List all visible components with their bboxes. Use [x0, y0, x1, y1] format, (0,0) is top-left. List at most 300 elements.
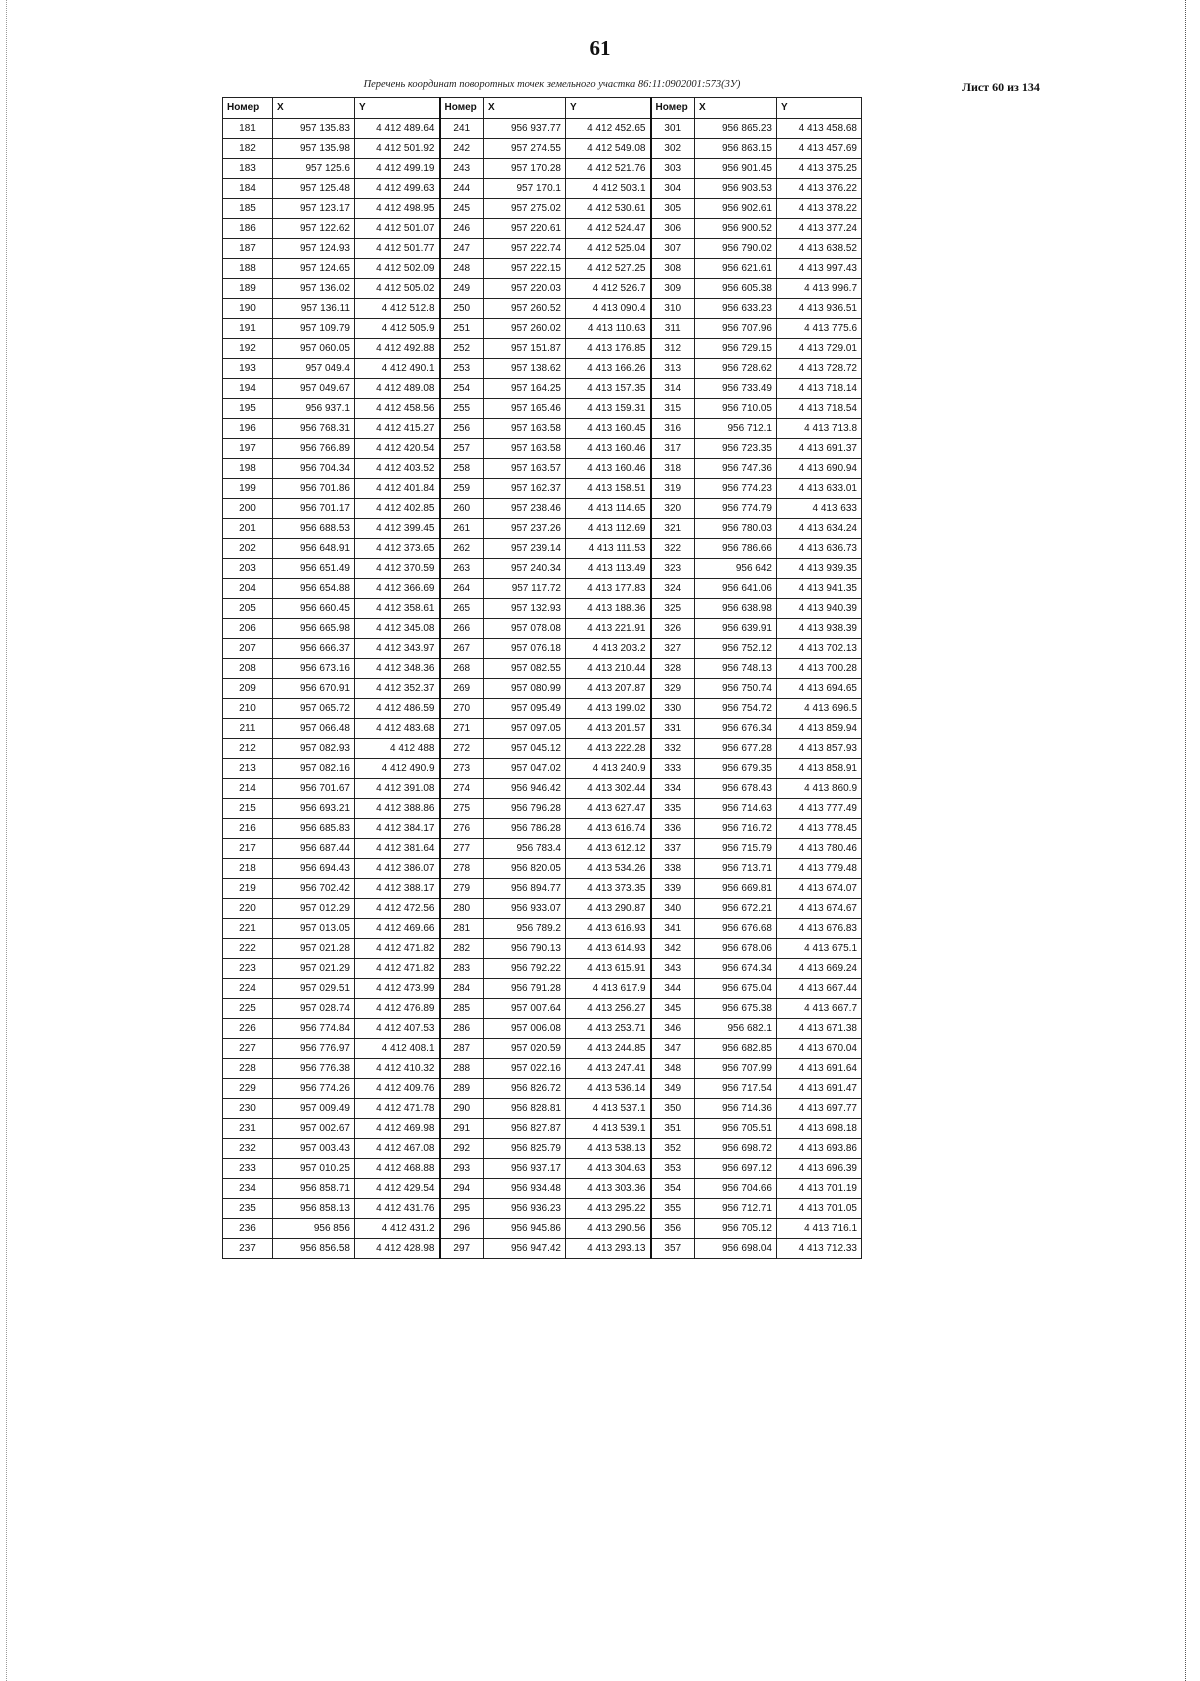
- y-coordinate: 4 413 203.2: [566, 639, 651, 659]
- y-coordinate: 4 412 370.59: [355, 559, 440, 579]
- table-row: [223, 539, 862, 559]
- x-coordinate: 956 826.72: [484, 1079, 566, 1099]
- table-body: [223, 119, 862, 1259]
- y-coordinate: 4 413 701.19: [777, 1179, 862, 1199]
- point-number: 260: [440, 499, 484, 519]
- point-number: 334: [651, 779, 695, 799]
- x-coordinate: 956 856.58: [273, 1239, 355, 1259]
- y-coordinate: 4 413 716.1: [777, 1219, 862, 1239]
- x-coordinate: 957 163.57: [484, 459, 566, 479]
- point-number: 305: [651, 199, 695, 219]
- y-coordinate: 4 413 378.22: [777, 199, 862, 219]
- point-number: 262: [440, 539, 484, 559]
- y-coordinate: 4 413 940.39: [777, 599, 862, 619]
- x-coordinate: 956 714.63: [695, 799, 777, 819]
- x-coordinate: 956 937.1: [273, 399, 355, 419]
- y-coordinate: 4 413 114.65: [566, 499, 651, 519]
- y-coordinate: 4 413 941.35: [777, 579, 862, 599]
- x-coordinate: 956 728.62: [695, 359, 777, 379]
- x-coordinate: 956 766.89: [273, 439, 355, 459]
- x-coordinate: 956 682.85: [695, 1039, 777, 1059]
- x-coordinate: 956 693.21: [273, 799, 355, 819]
- x-coordinate: 957 132.93: [484, 599, 566, 619]
- x-coordinate: 956 828.81: [484, 1099, 566, 1119]
- point-number: 274: [440, 779, 484, 799]
- y-coordinate: 4 412 384.17: [355, 819, 440, 839]
- x-coordinate: 956 768.31: [273, 419, 355, 439]
- x-coordinate: 956 705.12: [695, 1219, 777, 1239]
- table-row: [223, 779, 862, 799]
- y-coordinate: 4 412 401.84: [355, 479, 440, 499]
- y-coordinate: 4 413 674.07: [777, 879, 862, 899]
- point-number: 355: [651, 1199, 695, 1219]
- x-coordinate: 956 665.98: [273, 619, 355, 639]
- point-number: 277: [440, 839, 484, 859]
- x-coordinate: 957 007.64: [484, 999, 566, 1019]
- table-row: [223, 1199, 862, 1219]
- x-coordinate: 956 675.04: [695, 979, 777, 999]
- document-caption: Перечень координат поворотных точек земельного участка 86:11:0902001:573(3У): [363, 79, 741, 90]
- point-number: 309: [651, 279, 695, 299]
- y-coordinate: 4 412 468.88: [355, 1159, 440, 1179]
- point-number: 229: [223, 1079, 273, 1099]
- x-coordinate: 957 163.58: [484, 439, 566, 459]
- x-coordinate: 957 122.62: [273, 219, 355, 239]
- point-number: 314: [651, 379, 695, 399]
- y-coordinate: 4 413 627.47: [566, 799, 651, 819]
- table-row: [223, 139, 862, 159]
- x-coordinate: 957 080.99: [484, 679, 566, 699]
- point-number: 233: [223, 1159, 273, 1179]
- x-coordinate: 956 676.34: [695, 719, 777, 739]
- y-coordinate: 4 412 526.7: [566, 279, 651, 299]
- x-coordinate: 956 633.23: [695, 299, 777, 319]
- y-coordinate: 4 412 358.61: [355, 599, 440, 619]
- x-coordinate: 957 009.49: [273, 1099, 355, 1119]
- x-coordinate: 956 936.23: [484, 1199, 566, 1219]
- x-coordinate: 956 774.26: [273, 1079, 355, 1099]
- y-coordinate: 4 412 352.37: [355, 679, 440, 699]
- sheet-label: Лист 60 из 134: [962, 80, 1040, 94]
- y-coordinate: 4 413 376.22: [777, 179, 862, 199]
- point-number: 186: [223, 219, 273, 239]
- x-coordinate: 956 723.35: [695, 439, 777, 459]
- y-coordinate: 4 412 502.09: [355, 259, 440, 279]
- point-number: 310: [651, 299, 695, 319]
- y-coordinate: 4 412 345.08: [355, 619, 440, 639]
- column-header: Y: [355, 98, 440, 119]
- point-number: 297: [440, 1239, 484, 1259]
- x-coordinate: 957 060.05: [273, 339, 355, 359]
- y-coordinate: 4 413 377.24: [777, 219, 862, 239]
- y-coordinate: 4 412 366.69: [355, 579, 440, 599]
- y-coordinate: 4 412 467.08: [355, 1139, 440, 1159]
- x-coordinate: 956 894.77: [484, 879, 566, 899]
- y-coordinate: 4 413 779.48: [777, 859, 862, 879]
- x-coordinate: 956 702.42: [273, 879, 355, 899]
- x-coordinate: 957 237.26: [484, 519, 566, 539]
- x-coordinate: 956 774.23: [695, 479, 777, 499]
- y-coordinate: 4 412 498.95: [355, 199, 440, 219]
- y-coordinate: 4 413 697.77: [777, 1099, 862, 1119]
- y-coordinate: 4 413 700.28: [777, 659, 862, 679]
- y-coordinate: 4 413 667.7: [777, 999, 862, 1019]
- point-number: 346: [651, 1019, 695, 1039]
- y-coordinate: 4 413 157.35: [566, 379, 651, 399]
- y-coordinate: 4 413 633.01: [777, 479, 862, 499]
- x-coordinate: 957 165.46: [484, 399, 566, 419]
- point-number: 344: [651, 979, 695, 999]
- y-coordinate: 4 413 160.45: [566, 419, 651, 439]
- point-number: 237: [223, 1239, 273, 1259]
- point-number: 289: [440, 1079, 484, 1099]
- point-number: 251: [440, 319, 484, 339]
- point-number: 313: [651, 359, 695, 379]
- y-coordinate: 4 413 718.54: [777, 399, 862, 419]
- x-coordinate: 956 750.74: [695, 679, 777, 699]
- column-header: Y: [777, 98, 862, 119]
- y-coordinate: 4 413 675.1: [777, 939, 862, 959]
- x-coordinate: 956 685.83: [273, 819, 355, 839]
- x-coordinate: 956 774.84: [273, 1019, 355, 1039]
- x-coordinate: 956 660.45: [273, 599, 355, 619]
- table-row: [223, 559, 862, 579]
- y-coordinate: 4 412 469.66: [355, 919, 440, 939]
- x-coordinate: 956 901.45: [695, 159, 777, 179]
- y-coordinate: 4 413 859.94: [777, 719, 862, 739]
- x-coordinate: 956 947.42: [484, 1239, 566, 1259]
- point-number: 205: [223, 599, 273, 619]
- x-coordinate: 957 163.58: [484, 419, 566, 439]
- y-coordinate: 4 413 670.04: [777, 1039, 862, 1059]
- point-number: 250: [440, 299, 484, 319]
- point-number: 253: [440, 359, 484, 379]
- point-number: 307: [651, 239, 695, 259]
- y-coordinate: 4 413 694.65: [777, 679, 862, 699]
- point-number: 242: [440, 139, 484, 159]
- point-number: 335: [651, 799, 695, 819]
- point-number: 212: [223, 739, 273, 759]
- table-row: [223, 199, 862, 219]
- x-coordinate: 956 774.79: [695, 499, 777, 519]
- point-number: 315: [651, 399, 695, 419]
- x-coordinate: 956 679.35: [695, 759, 777, 779]
- table-row: [223, 979, 862, 999]
- column-header: Номер: [440, 98, 484, 119]
- x-coordinate: 956 704.66: [695, 1179, 777, 1199]
- y-coordinate: 4 412 501.77: [355, 239, 440, 259]
- x-coordinate: 957 003.43: [273, 1139, 355, 1159]
- x-coordinate: 956 654.88: [273, 579, 355, 599]
- point-number: 185: [223, 199, 273, 219]
- y-coordinate: 4 412 471.82: [355, 959, 440, 979]
- y-coordinate: 4 412 499.19: [355, 159, 440, 179]
- coordinates-table: [222, 97, 862, 1259]
- x-coordinate: 956 752.12: [695, 639, 777, 659]
- y-coordinate: 4 413 696.5: [777, 699, 862, 719]
- y-coordinate: 4 413 256.27: [566, 999, 651, 1019]
- table-row: [223, 219, 862, 239]
- x-coordinate: 957 049.67: [273, 379, 355, 399]
- point-number: 280: [440, 899, 484, 919]
- point-number: 294: [440, 1179, 484, 1199]
- x-coordinate: 957 151.87: [484, 339, 566, 359]
- point-number: 236: [223, 1219, 273, 1239]
- point-number: 222: [223, 939, 273, 959]
- y-coordinate: 4 413 534.26: [566, 859, 651, 879]
- y-coordinate: 4 413 612.12: [566, 839, 651, 859]
- point-number: 218: [223, 859, 273, 879]
- x-coordinate: 956 694.43: [273, 859, 355, 879]
- x-coordinate: 957 170.1: [484, 179, 566, 199]
- y-coordinate: 4 412 452.65: [566, 119, 651, 139]
- point-number: 288: [440, 1059, 484, 1079]
- x-coordinate: 957 095.49: [484, 699, 566, 719]
- table-row: [223, 479, 862, 499]
- point-number: 353: [651, 1159, 695, 1179]
- point-number: 248: [440, 259, 484, 279]
- y-coordinate: 4 412 388.17: [355, 879, 440, 899]
- point-number: 235: [223, 1199, 273, 1219]
- x-coordinate: 957 162.37: [484, 479, 566, 499]
- x-coordinate: 956 790.02: [695, 239, 777, 259]
- x-coordinate: 957 220.03: [484, 279, 566, 299]
- x-coordinate: 956 687.44: [273, 839, 355, 859]
- y-coordinate: 4 412 490.9: [355, 759, 440, 779]
- point-number: 244: [440, 179, 484, 199]
- point-number: 331: [651, 719, 695, 739]
- y-coordinate: 4 412 483.68: [355, 719, 440, 739]
- y-coordinate: 4 413 177.83: [566, 579, 651, 599]
- x-coordinate: 957 124.65: [273, 259, 355, 279]
- y-coordinate: 4 413 667.44: [777, 979, 862, 999]
- y-coordinate: 4 412 471.78: [355, 1099, 440, 1119]
- point-number: 285: [440, 999, 484, 1019]
- x-coordinate: 956 754.72: [695, 699, 777, 719]
- point-number: 269: [440, 679, 484, 699]
- table-row: [223, 239, 862, 259]
- table-row: [223, 859, 862, 879]
- x-coordinate: 956 682.1: [695, 1019, 777, 1039]
- y-coordinate: 4 412 524.47: [566, 219, 651, 239]
- x-coordinate: 957 002.67: [273, 1119, 355, 1139]
- column-header: X: [273, 98, 355, 119]
- table-row: [223, 519, 862, 539]
- point-number: 316: [651, 419, 695, 439]
- y-coordinate: 4 413 222.28: [566, 739, 651, 759]
- point-number: 264: [440, 579, 484, 599]
- y-coordinate: 4 413 537.1: [566, 1099, 651, 1119]
- y-coordinate: 4 413 538.13: [566, 1139, 651, 1159]
- x-coordinate: 956 946.42: [484, 779, 566, 799]
- x-coordinate: 957 047.02: [484, 759, 566, 779]
- y-coordinate: 4 413 636.73: [777, 539, 862, 559]
- point-number: 319: [651, 479, 695, 499]
- x-coordinate: 956 858.13: [273, 1199, 355, 1219]
- point-number: 220: [223, 899, 273, 919]
- y-coordinate: 4 412 348.36: [355, 659, 440, 679]
- y-coordinate: 4 413 638.52: [777, 239, 862, 259]
- point-number: 183: [223, 159, 273, 179]
- point-number: 190: [223, 299, 273, 319]
- x-coordinate: 957 125.6: [273, 159, 355, 179]
- x-coordinate: 956 705.51: [695, 1119, 777, 1139]
- y-coordinate: 4 413 778.45: [777, 819, 862, 839]
- point-number: 245: [440, 199, 484, 219]
- x-coordinate: 956 863.15: [695, 139, 777, 159]
- point-number: 337: [651, 839, 695, 859]
- y-coordinate: 4 413 718.14: [777, 379, 862, 399]
- x-coordinate: 956 638.98: [695, 599, 777, 619]
- y-coordinate: 4 413 858.91: [777, 759, 862, 779]
- point-number: 308: [651, 259, 695, 279]
- table-row: [223, 339, 862, 359]
- y-coordinate: 4 413 210.44: [566, 659, 651, 679]
- x-coordinate: 956 642: [695, 559, 777, 579]
- point-number: 187: [223, 239, 273, 259]
- y-coordinate: 4 413 690.94: [777, 459, 862, 479]
- point-number: 296: [440, 1219, 484, 1239]
- x-coordinate: 956 865.23: [695, 119, 777, 139]
- x-coordinate: 957 136.11: [273, 299, 355, 319]
- y-coordinate: 4 412 343.97: [355, 639, 440, 659]
- table-row: [223, 959, 862, 979]
- x-coordinate: 956 715.79: [695, 839, 777, 859]
- point-number: 327: [651, 639, 695, 659]
- x-coordinate: 957 260.02: [484, 319, 566, 339]
- point-number: 323: [651, 559, 695, 579]
- x-coordinate: 957 222.74: [484, 239, 566, 259]
- y-coordinate: 4 412 505.02: [355, 279, 440, 299]
- point-number: 189: [223, 279, 273, 299]
- x-coordinate: 956 733.49: [695, 379, 777, 399]
- y-coordinate: 4 412 472.56: [355, 899, 440, 919]
- point-number: 209: [223, 679, 273, 699]
- y-coordinate: 4 413 159.31: [566, 399, 651, 419]
- table-row: [223, 499, 862, 519]
- y-coordinate: 4 413 780.46: [777, 839, 862, 859]
- point-number: 182: [223, 139, 273, 159]
- table-row: [223, 799, 862, 819]
- point-number: 322: [651, 539, 695, 559]
- y-coordinate: 4 413 997.43: [777, 259, 862, 279]
- point-number: 191: [223, 319, 273, 339]
- point-number: 311: [651, 319, 695, 339]
- y-coordinate: 4 413 111.53: [566, 539, 651, 559]
- point-number: 320: [651, 499, 695, 519]
- table-row: [223, 1039, 862, 1059]
- point-number: 263: [440, 559, 484, 579]
- x-coordinate: 956 641.06: [695, 579, 777, 599]
- y-coordinate: 4 413 199.02: [566, 699, 651, 719]
- x-coordinate: 957 012.29: [273, 899, 355, 919]
- x-coordinate: 956 698.72: [695, 1139, 777, 1159]
- x-coordinate: 957 136.02: [273, 279, 355, 299]
- x-coordinate: 957 124.93: [273, 239, 355, 259]
- point-number: 349: [651, 1079, 695, 1099]
- y-coordinate: 4 413 936.51: [777, 299, 862, 319]
- point-number: 267: [440, 639, 484, 659]
- x-coordinate: 957 135.83: [273, 119, 355, 139]
- x-coordinate: 956 639.91: [695, 619, 777, 639]
- x-coordinate: 956 902.61: [695, 199, 777, 219]
- table-row: [223, 319, 862, 339]
- y-coordinate: 4 413 458.68: [777, 119, 862, 139]
- point-number: 258: [440, 459, 484, 479]
- y-coordinate: 4 413 110.63: [566, 319, 651, 339]
- column-header: Y: [566, 98, 651, 119]
- table-row: [223, 279, 862, 299]
- point-number: 249: [440, 279, 484, 299]
- point-number: 214: [223, 779, 273, 799]
- table-row: [223, 759, 862, 779]
- x-coordinate: 957 049.4: [273, 359, 355, 379]
- y-coordinate: 4 412 403.52: [355, 459, 440, 479]
- table-row: [223, 179, 862, 199]
- point-number: 270: [440, 699, 484, 719]
- point-number: 282: [440, 939, 484, 959]
- point-number: 340: [651, 899, 695, 919]
- point-number: 195: [223, 399, 273, 419]
- x-coordinate: 956 827.87: [484, 1119, 566, 1139]
- point-number: 200: [223, 499, 273, 519]
- column-header: X: [695, 98, 777, 119]
- table-row: [223, 839, 862, 859]
- point-number: 207: [223, 639, 273, 659]
- x-coordinate: 957 170.28: [484, 159, 566, 179]
- x-coordinate: 957 138.62: [484, 359, 566, 379]
- point-number: 197: [223, 439, 273, 459]
- y-coordinate: 4 412 431.76: [355, 1199, 440, 1219]
- point-number: 271: [440, 719, 484, 739]
- point-number: 268: [440, 659, 484, 679]
- point-number: 278: [440, 859, 484, 879]
- x-coordinate: 956 698.04: [695, 1239, 777, 1259]
- x-coordinate: 956 783.4: [484, 839, 566, 859]
- y-coordinate: 4 413 113.49: [566, 559, 651, 579]
- table-row: [223, 719, 862, 739]
- x-coordinate: 956 674.34: [695, 959, 777, 979]
- x-coordinate: 956 688.53: [273, 519, 355, 539]
- table-row: [223, 639, 862, 659]
- y-coordinate: 4 413 691.47: [777, 1079, 862, 1099]
- y-coordinate: 4 412 489.64: [355, 119, 440, 139]
- x-coordinate: 957 029.51: [273, 979, 355, 999]
- point-number: 252: [440, 339, 484, 359]
- y-coordinate: 4 412 490.1: [355, 359, 440, 379]
- y-coordinate: 4 413 938.39: [777, 619, 862, 639]
- x-coordinate: 956 676.68: [695, 919, 777, 939]
- point-number: 329: [651, 679, 695, 699]
- x-coordinate: 956 712.71: [695, 1199, 777, 1219]
- table-row: [223, 699, 862, 719]
- x-coordinate: 957 125.48: [273, 179, 355, 199]
- table-row: [223, 619, 862, 639]
- point-number: 295: [440, 1199, 484, 1219]
- point-number: 292: [440, 1139, 484, 1159]
- table-header-row: [223, 98, 862, 119]
- table-row: [223, 1059, 862, 1079]
- table-row: [223, 459, 862, 479]
- point-number: 192: [223, 339, 273, 359]
- x-coordinate: 956 697.12: [695, 1159, 777, 1179]
- y-coordinate: 4 412 530.61: [566, 199, 651, 219]
- y-coordinate: 4 413 112.69: [566, 519, 651, 539]
- x-coordinate: 957 117.72: [484, 579, 566, 599]
- x-coordinate: 956 717.54: [695, 1079, 777, 1099]
- point-number: 279: [440, 879, 484, 899]
- point-number: 206: [223, 619, 273, 639]
